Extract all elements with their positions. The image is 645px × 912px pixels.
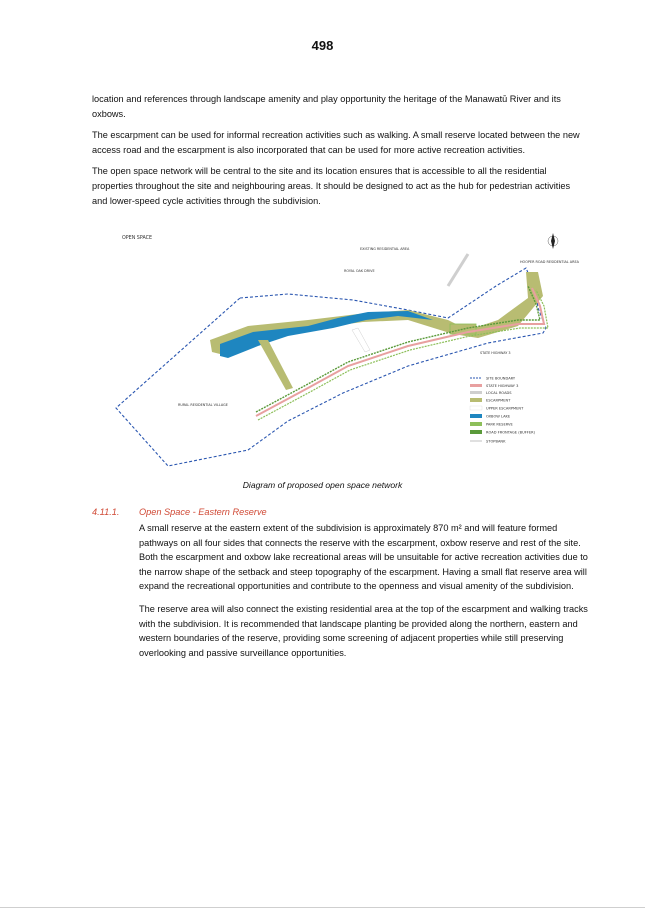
svg-text:STOPBANK: STOPBANK bbox=[486, 439, 506, 444]
svg-text:STATE HIGHWAY 3: STATE HIGHWAY 3 bbox=[486, 384, 519, 388]
legend bbox=[470, 377, 536, 444]
paragraph: The escarpment can be used for informal recreation activities such as walking. A small reserve located between the new access road and the escarpment is also incorporated that can be used for more active recreation activities. bbox=[92, 130, 580, 155]
svg-text:UPPER ESCARPMENT: UPPER ESCARPMENT bbox=[486, 406, 524, 411]
map-label: ROYAL OAK DRIVE bbox=[344, 269, 375, 273]
diagram-title: OPEN SPACE bbox=[122, 236, 153, 241]
intro-text bbox=[92, 92, 587, 215]
north-arrow-icon bbox=[548, 233, 558, 249]
paragraph: The reserve area will also connect the existing residential area at the top of the escarpment and walking tracks with the subdivision. It is recommended that landscape planting be provided along the northern, eastern and western boundaries of the reserve, providing some screening of adjacent properties while still preserving overlooking and passive surveillance opportunities. bbox=[139, 603, 588, 658]
svg-text:LOCAL ROADS: LOCAL ROADS bbox=[486, 391, 512, 395]
section-heading bbox=[92, 507, 267, 517]
svg-text:OXBOW LAKE: OXBOW LAKE bbox=[486, 414, 511, 419]
svg-text:ESCARPMENT: ESCARPMENT bbox=[486, 398, 511, 403]
figure-caption: Diagram of proposed open space network bbox=[242, 480, 403, 490]
park-reserve bbox=[352, 328, 370, 352]
svg-text:SITE BOUNDARY: SITE BOUNDARY bbox=[486, 376, 516, 381]
map-label: EXISTING RESIDENTIAL AREA bbox=[360, 247, 410, 251]
svg-text:ROAD FRONTAGE (BUFFER): ROAD FRONTAGE (BUFFER) bbox=[486, 430, 536, 435]
section-number: 4.11.1. bbox=[92, 507, 120, 517]
section-title: Open Space - Eastern Reserve bbox=[139, 507, 267, 517]
map-label: RURAL RESIDENTIAL VILLAGE bbox=[178, 403, 228, 407]
paragraph: location and references through landscape amenity and play opportunity the heritage of the Manawatū River and its oxbows. bbox=[92, 94, 561, 119]
local-road bbox=[448, 254, 468, 286]
page-number: 498 bbox=[311, 38, 334, 53]
svg-text:PARK RESERVE: PARK RESERVE bbox=[486, 422, 513, 427]
map-label: HOOPER ROAD RESIDENTIAL AREA bbox=[520, 260, 579, 264]
paragraph: The open space network will be central to the site and its location ensures that is accessible to all the residential properties throughout the site and neighbouring areas. It should be designed to act as the hub for pedestrian activities and lower-speed cycle activities through the subdivision. bbox=[92, 166, 571, 206]
open-space-diagram bbox=[108, 228, 579, 473]
section-body bbox=[139, 521, 589, 668]
park-reserve bbox=[258, 340, 293, 390]
map-label: STATE HIGHWAY 3 bbox=[480, 351, 511, 355]
page-divider bbox=[0, 907, 645, 908]
paragraph: A small reserve at the eastern extent of the subdivision is approximately 870 m² and will feature formed pathways on all four sides that connects the reserve with the escarpment, oxbow reserve and rest of the site. Both the escarpment and oxbow lake recreational areas will be unsuitable for active recreation activities due to the narrow shape of the setback and steep topography of the escarpment. Having a small flat reserve area will expand the recreational opportunities and contribute to the openness and visual amenity of the subdivision. bbox=[139, 523, 588, 592]
site-map bbox=[108, 228, 579, 473]
site-boundary bbox=[116, 268, 546, 466]
